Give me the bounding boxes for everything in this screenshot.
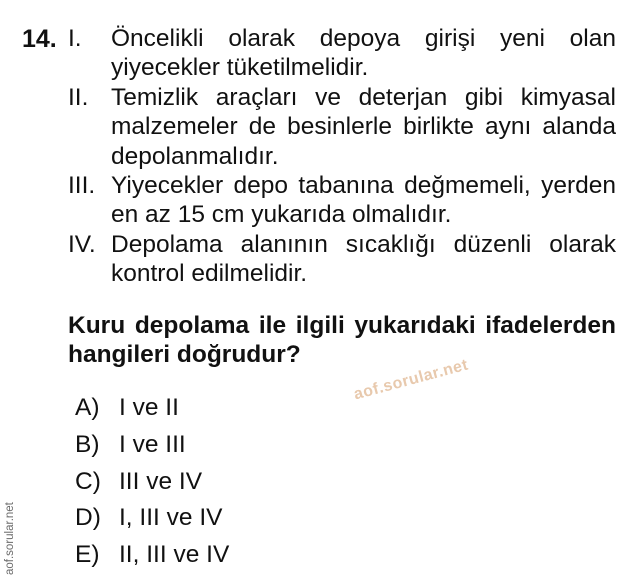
statement-item: [68, 83, 616, 171]
option-text: I ve III: [119, 430, 186, 458]
statement-text: Yiyecekler depo tabanına değmemeli, yerden en az 15 cm yukarıda olmalıdır.: [111, 172, 616, 229]
answer-option-b[interactable]: [75, 427, 229, 464]
statement-item: [68, 171, 616, 230]
watermark: aof.sorular.net: [352, 356, 471, 404]
statement-item: [68, 230, 616, 289]
option-label: A): [75, 394, 100, 421]
statement-text: Öncelikli olarak depoya girişi yeni olan yiyecekler tüketilmelidir.: [111, 25, 616, 82]
statement-item: [68, 24, 616, 83]
option-label: B): [75, 430, 100, 458]
statement-text: Depolama alanının sıcaklığı düzenli olarak kontrol edilmelidir.: [111, 230, 616, 288]
statement-numeral: IV.: [68, 230, 96, 258]
option-text: I, III ve IV: [119, 504, 223, 532]
answer-option-a[interactable]: [75, 390, 229, 427]
option-label: D): [75, 504, 101, 532]
option-text: III ve IV: [119, 467, 203, 495]
option-label: E): [75, 541, 100, 569]
answer-option-d[interactable]: [75, 500, 229, 537]
answer-option-e[interactable]: [75, 537, 229, 574]
answer-option-c[interactable]: [75, 464, 229, 501]
option-text: II, III ve IV: [119, 541, 230, 569]
side-watermark: aof.sorular.net: [4, 502, 16, 575]
question-prompt: Kuru depolama ile ilgili yukarıdaki ifadelerden hangileri doğrudur?: [68, 312, 616, 368]
statement-list: [68, 24, 616, 289]
answer-options: [75, 390, 229, 574]
statement-text: Temizlik araçları ve deterjan gibi kimyasal malzemeler de besinlerle birlikte aynı alanda depolanmalıdır.: [111, 83, 616, 170]
option-label: C): [75, 467, 101, 495]
question-number: 14.: [22, 25, 57, 53]
statement-numeral: II.: [68, 83, 89, 111]
statement-numeral: III.: [68, 172, 96, 200]
option-text: I ve II: [119, 394, 179, 421]
statement-numeral: I.: [68, 25, 82, 52]
